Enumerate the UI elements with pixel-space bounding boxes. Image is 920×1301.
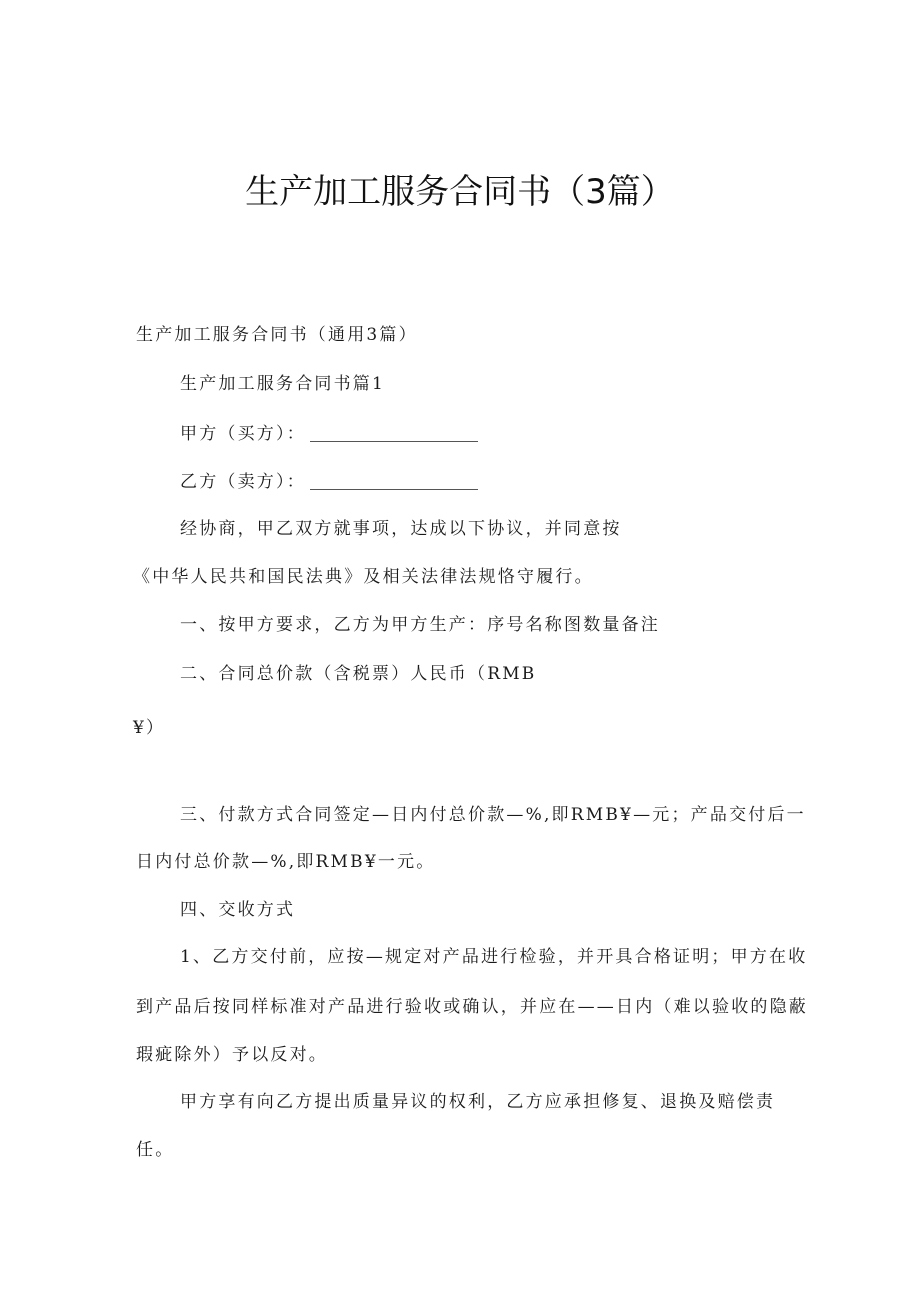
party-a-label: 甲方（买方）： <box>180 424 306 444</box>
intro-line-2: 《中华人民共和国民法典》及相关法律法规恪守履行。 <box>133 567 594 587</box>
clause-4-item-1-line-1: 1、乙方交付前，应按—规定对产品进行检验，并开具合格证明；甲方在收 <box>180 947 808 967</box>
party-a-blank <box>310 440 478 442</box>
clause-3-line-2: 日内付总价款—%,即RMB¥一元。 <box>136 852 436 872</box>
clause-4-heading: 四、交收方式 <box>180 900 296 920</box>
clause-4-para-2-line-1: 甲方享有向乙方提出质量异议的权利，乙方应承担修复、退换及赔偿责 <box>180 1092 776 1112</box>
clause-2-line-1: 二、合同总价款（含税票）人民币（RMB <box>180 664 537 684</box>
intro-line-1: 经协商，甲乙双方就事项，达成以下协议，并同意按 <box>180 519 622 539</box>
party-b-line <box>180 467 478 492</box>
clause-4-para-2-line-2: 任。 <box>136 1140 175 1160</box>
party-a-line <box>180 419 478 444</box>
clause-3-line-1: 三、付款方式合同签定—日内付总价款—%,即RMB¥—元；产品交付后一 <box>180 805 806 825</box>
party-b-label: 乙方（卖方）： <box>180 472 306 492</box>
document-title: 生产加工服务合同书（3篇） <box>245 172 675 212</box>
document-subtitle: 生产加工服务合同书（通用3篇） <box>136 325 418 345</box>
clause-4-item-1-line-3: 瑕疵除外）予以反对。 <box>136 1045 328 1065</box>
clause-2-line-2: ¥） <box>133 718 166 738</box>
clause-1: 一、按甲方要求，乙方为甲方生产：序号名称图数量备注 <box>180 615 660 635</box>
party-b-blank <box>310 488 478 490</box>
clause-4-item-1-line-2: 到产品后按同样标准对产品进行验收或确认，并应在——日内（难以验收的隐蔽 <box>136 997 808 1017</box>
section-heading: 生产加工服务合同书篇1 <box>180 374 386 394</box>
